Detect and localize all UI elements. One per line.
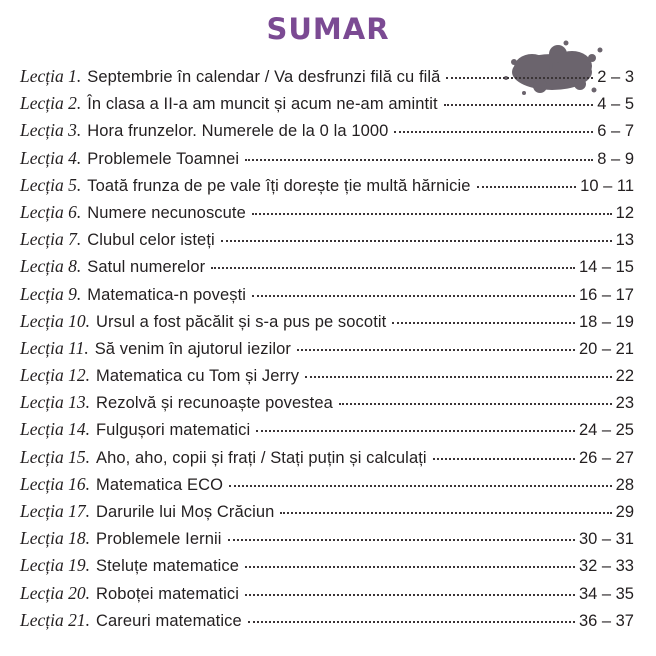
lesson-number: Lecția 3.: [20, 120, 82, 141]
dot-leader: [229, 485, 612, 487]
dot-leader: [256, 430, 575, 432]
toc-entry: [20, 365, 634, 392]
dot-leader: [221, 240, 612, 242]
toc-entry: [20, 93, 634, 120]
page-range: 28: [615, 475, 634, 494]
lesson-title: Problemele Toamnei: [87, 149, 240, 168]
page-range: 24 – 25: [578, 421, 634, 440]
lesson-title: Aho, aho, copii și frați / Stați puțin și calculați: [96, 448, 427, 467]
lesson-title: Toată frunza de pe vale îți dorește ție multă hărnicie: [87, 176, 471, 195]
lesson-number: Lecția 8.: [20, 256, 82, 277]
dot-leader: [280, 512, 611, 514]
lesson-number: Lecția 5.: [20, 174, 82, 195]
dot-leader: [446, 77, 593, 79]
table-of-contents: [20, 66, 634, 637]
page-range: 10 – 11: [580, 176, 634, 195]
lesson-number: Lecția 7.: [20, 229, 82, 250]
dot-leader: [392, 322, 575, 324]
page-range: 13: [615, 231, 634, 250]
toc-entry: [20, 229, 634, 256]
lesson-number: Lecția 2.: [20, 93, 82, 114]
lesson-title: Careuri matematice: [96, 611, 242, 630]
dot-leader: [248, 621, 575, 623]
lesson-number: Lecția 11.: [20, 337, 89, 358]
toc-entry: [20, 447, 634, 474]
dot-leader: [477, 186, 577, 188]
lesson-number: Lecția 1.: [20, 66, 82, 86]
lesson-title: Matematica cu Tom și Jerry: [96, 367, 300, 386]
lesson-title: Problemele Iernii: [96, 530, 222, 549]
toc-entry: [20, 175, 634, 202]
toc-entry: [20, 66, 634, 93]
toc-entry: [20, 256, 634, 283]
page-range: 20 – 21: [578, 339, 634, 358]
page-range: 8 – 9: [597, 149, 634, 168]
lesson-number: Lecția 9.: [20, 283, 82, 304]
page-range: 26 – 27: [578, 448, 634, 467]
lesson-number: Lecția 14.: [20, 419, 90, 440]
toc-entry: [20, 419, 634, 446]
dot-leader: [245, 566, 575, 568]
dot-leader: [252, 295, 575, 297]
lesson-title: Steluțe matematice: [96, 557, 240, 576]
lesson-title: Darurile lui Moș Crăciun: [96, 503, 275, 521]
toc-entry: [20, 501, 634, 528]
dot-leader: [339, 403, 612, 405]
lesson-title: Septembrie în calendar / Va desfrunzi filă cu filă: [87, 68, 441, 86]
lesson-title: Numere necunoscute: [87, 203, 246, 222]
page-range: 32 – 33: [578, 557, 634, 576]
page-range: 4 – 5: [597, 95, 634, 114]
page-range: 18 – 19: [578, 312, 634, 331]
lesson-title: Rezolvă și recunoaște povestea: [96, 394, 333, 413]
lesson-number: Lecția 17.: [20, 501, 90, 521]
page-title: SUMAR: [266, 12, 390, 46]
dot-leader: [228, 539, 575, 541]
page-range: 22: [615, 367, 634, 386]
toc-entry: [20, 338, 634, 365]
dot-leader: [444, 104, 594, 106]
toc-entry: [20, 284, 634, 311]
lesson-title: Ursul a fost păcălit și s-a pus pe socotit: [96, 312, 387, 331]
dot-leader: [433, 458, 575, 460]
page-range: 12: [615, 203, 634, 222]
page-range: 2 – 3: [597, 68, 634, 86]
lesson-number: Lecția 12.: [20, 365, 90, 386]
lesson-number: Lecția 21.: [20, 609, 90, 630]
lesson-title: Clubul celor isteți: [87, 231, 215, 250]
lesson-number: Lecția 13.: [20, 392, 90, 413]
toc-entry: [20, 474, 634, 501]
dot-leader: [305, 376, 612, 378]
lesson-number: Lecția 6.: [20, 201, 82, 222]
dot-leader: [252, 213, 612, 215]
page-range: 36 – 37: [578, 611, 634, 630]
dot-leader: [245, 159, 593, 161]
dot-leader: [211, 267, 575, 269]
page-range: 29: [615, 503, 634, 521]
lesson-title: Matematica-n povești: [87, 285, 247, 304]
page-range: 23: [615, 394, 634, 413]
lesson-number: Lecția 16.: [20, 473, 90, 494]
toc-entry: [20, 528, 634, 555]
dot-leader: [297, 349, 575, 351]
page-range: 6 – 7: [597, 122, 634, 141]
lesson-title: Fulgușori matematici: [96, 421, 251, 440]
toc-entry: [20, 392, 634, 419]
lesson-title: Să venim în ajutorul iezilor: [94, 339, 292, 358]
toc-entry: [20, 148, 634, 175]
lesson-title: Hora frunzelor. Numerele de la 0 la 1000: [87, 122, 389, 141]
toc-entry: [20, 311, 634, 338]
lesson-number: Lecția 10.: [20, 310, 90, 331]
page-range: 14 – 15: [578, 258, 634, 277]
lesson-title: Matematica ECO: [96, 475, 224, 494]
lesson-title: Roboței matematici: [96, 584, 240, 603]
lesson-number: Lecția 19.: [20, 555, 90, 576]
page-range: 16 – 17: [578, 285, 634, 304]
dot-leader: [394, 131, 593, 133]
lesson-number: Lecția 20.: [20, 582, 90, 603]
lesson-title: În clasa a II-a am muncit și acum ne-am amintit: [87, 95, 438, 114]
toc-entry: [20, 120, 634, 147]
page-range: 30 – 31: [578, 530, 634, 549]
toc-entry: [20, 555, 634, 582]
lesson-number: Lecția 18.: [20, 528, 90, 549]
toc-entry: [20, 610, 634, 637]
toc-entry: [20, 583, 634, 610]
dot-leader: [245, 594, 575, 596]
page-range: 34 – 35: [578, 584, 634, 603]
lesson-number: Lecția 15.: [20, 446, 90, 467]
lesson-title: Satul numerelor: [87, 258, 206, 277]
lesson-number: Lecția 4.: [20, 147, 82, 168]
toc-entry: [20, 202, 634, 229]
